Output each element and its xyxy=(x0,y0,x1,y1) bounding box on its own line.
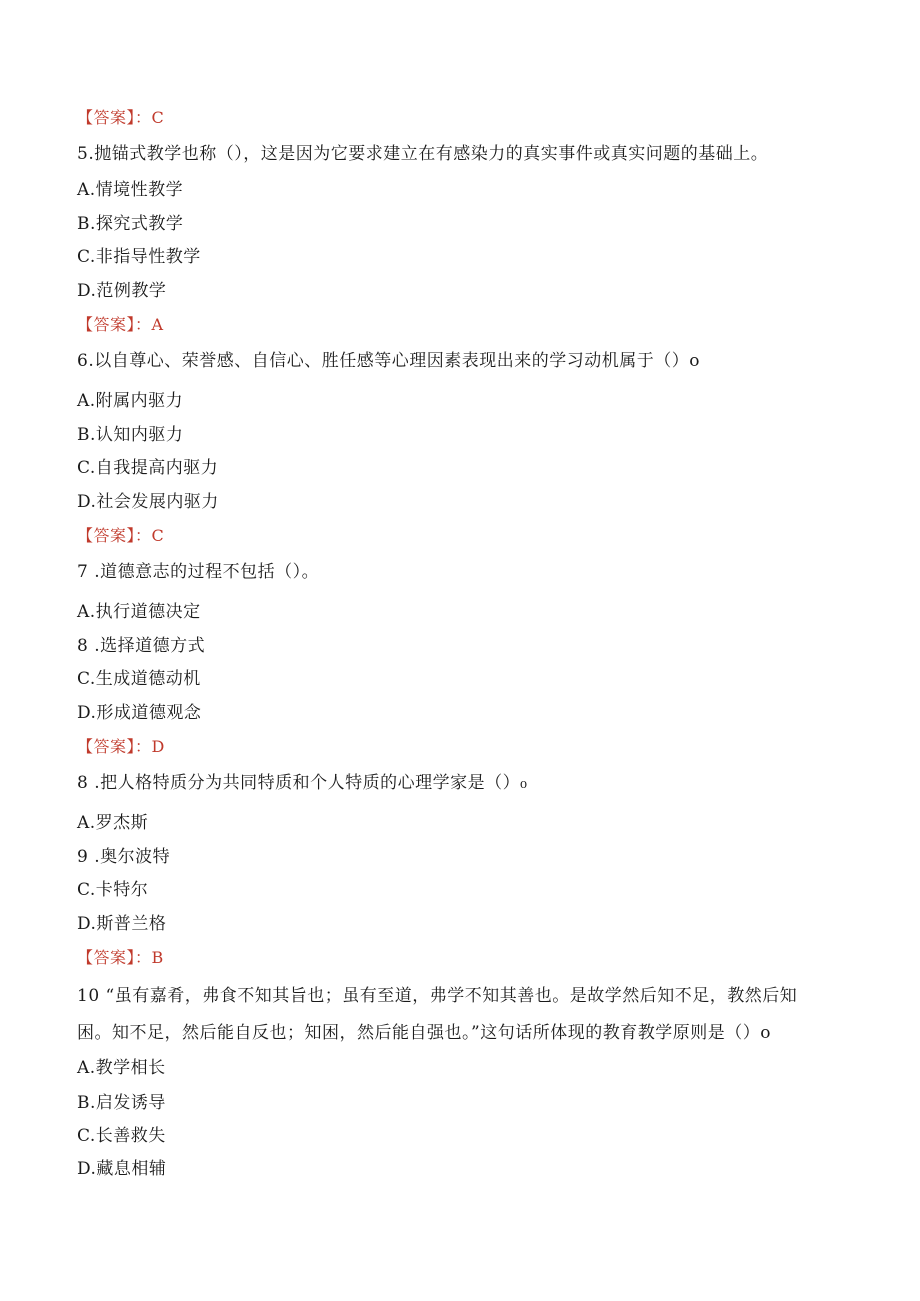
option-c: C.生成道德动机 xyxy=(77,669,201,689)
option-d: D.藏息相辅 xyxy=(77,1159,167,1179)
option-c: C.非指导性教学 xyxy=(77,247,201,267)
answer-line: 【答案】：A xyxy=(77,315,164,334)
option-d: D.形成道德观念 xyxy=(77,703,202,723)
question-5: 5.抛锚式教学也称（），这是因为它要求建立在有感染力的真实事件或真实问题的基础上。 xyxy=(77,144,769,164)
option-d: D.社会发展内驱力 xyxy=(77,492,219,512)
answer-line: 【答案】：C xyxy=(77,108,165,127)
option-b: B.认知内驱力 xyxy=(77,425,184,445)
option-d: D.斯普兰格 xyxy=(77,914,167,934)
option-c: C.卡特尔 xyxy=(77,880,149,900)
option-a: A.罗杰斯 xyxy=(77,813,149,833)
question-8: 8 .把人格特质分为共同特质和个人特质的心理学家是（）₀ xyxy=(77,773,528,793)
option-a: A.情境性教学 xyxy=(77,180,184,200)
option-b: B.探究式教学 xyxy=(77,214,184,234)
question-7: 7 .道德意志的过程不包括（）。 xyxy=(77,562,320,582)
option-b: 9 .奥尔波特 xyxy=(77,847,171,867)
option-b: 8 .选择道德方式 xyxy=(77,636,206,656)
option-a: A.执行道德决定 xyxy=(77,602,201,622)
option-d: D.范例教学 xyxy=(77,281,167,301)
question-6: 6.以自尊心、荣誉感、自信心、胜任感等心理因素表现出来的学习动机属于（）o xyxy=(77,351,700,371)
option-c: C.自我提高内驱力 xyxy=(77,458,219,478)
option-a: A.附属内驱力 xyxy=(77,391,184,411)
question-10: 10 “虽有嘉肴，弗食不知其旨也；虽有至道，弗学不知其善也。是故学然后知不足，教然后知 xyxy=(77,986,798,1006)
answer-line: 【答案】：D xyxy=(77,737,165,756)
question-10-continued: 困。知不足，然后能自反也；知困，然后能自强也。”这句话所体现的教育教学原则是（）o xyxy=(77,1023,771,1043)
option-a: A.教学相长 xyxy=(77,1058,166,1078)
answer-line: 【答案】：C xyxy=(77,526,165,545)
option-c: C.长善救失 xyxy=(77,1126,166,1146)
answer-line: 【答案】：B xyxy=(77,948,164,967)
option-b: B.启发诱导 xyxy=(77,1093,166,1113)
